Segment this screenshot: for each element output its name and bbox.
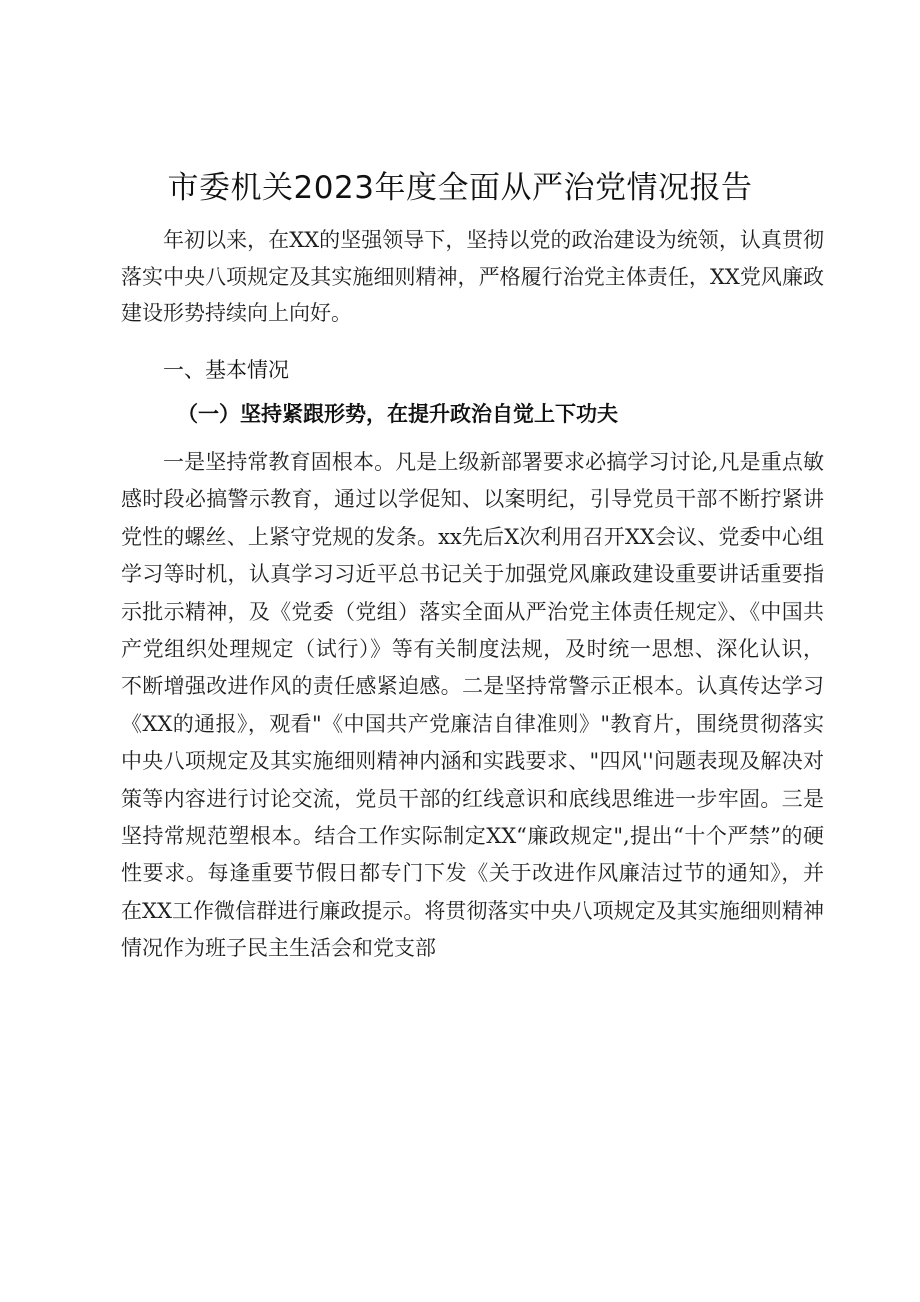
body-paragraph: 一是坚持常教育固根本。凡是上级新部署要求必搞学习讨论,凡是重点敏感时段必搞警示教育，通过以学促知、以案明纪，引导党员干部不断拧紧讲党性的螺丝、上紧守党规的发条。xx先后X次利用召开XX会议、党委中心组学习等时机，认真学习习近平总书记关于加强党风廉政建设重要讲话重要指示批示精神，及《党委（党组）落实全面从严治党主体责任规定》、《中国共产党组织处理规定（试行）》等有关制度法规，及时统一思想、深化认识，不断增强改进作风的责任感紧迫感。二是坚持常警示正根本。认真传达学习《XX的通报》，观看"《中国共产党廉洁自律准则》"教育片，围绕贯彻落实中央八项规定及其实施细则精神内涵和实践要求、"四风''问题表现及解决对策等内容进行讨论交流，党员干部的红线意识和底线思维进一步牢固。三是坚持常规范塑根本。结合工作实际制定XX“廉政规定",提出“十个严禁”的硬性要求。每逢重要节假日都专门下发《关于改进作风廉洁过节的通知》，并在XX工作微信群进行廉政提示。将贯彻落实中央八项规定及其实施细则精神情况作为班子民主生活会和党支部 bbox=[121, 450, 824, 961]
document-title: 市委机关2023年度全面从严治党情况报告 bbox=[167, 170, 753, 206]
intro-paragraph: 年初以来，在XX的坚强领导下，坚持以党的政治建设为统领，认真贯彻落实中央八项规定及其实施细则精神，严格履行治党主体责任，XX党风廉政建设形势持续向上向好。 bbox=[121, 228, 824, 325]
subsection-heading: （一）坚持紧跟形势，在提升政治自觉上下功夫 bbox=[177, 401, 618, 426]
section-heading: 一、基本情况 bbox=[163, 358, 289, 382]
